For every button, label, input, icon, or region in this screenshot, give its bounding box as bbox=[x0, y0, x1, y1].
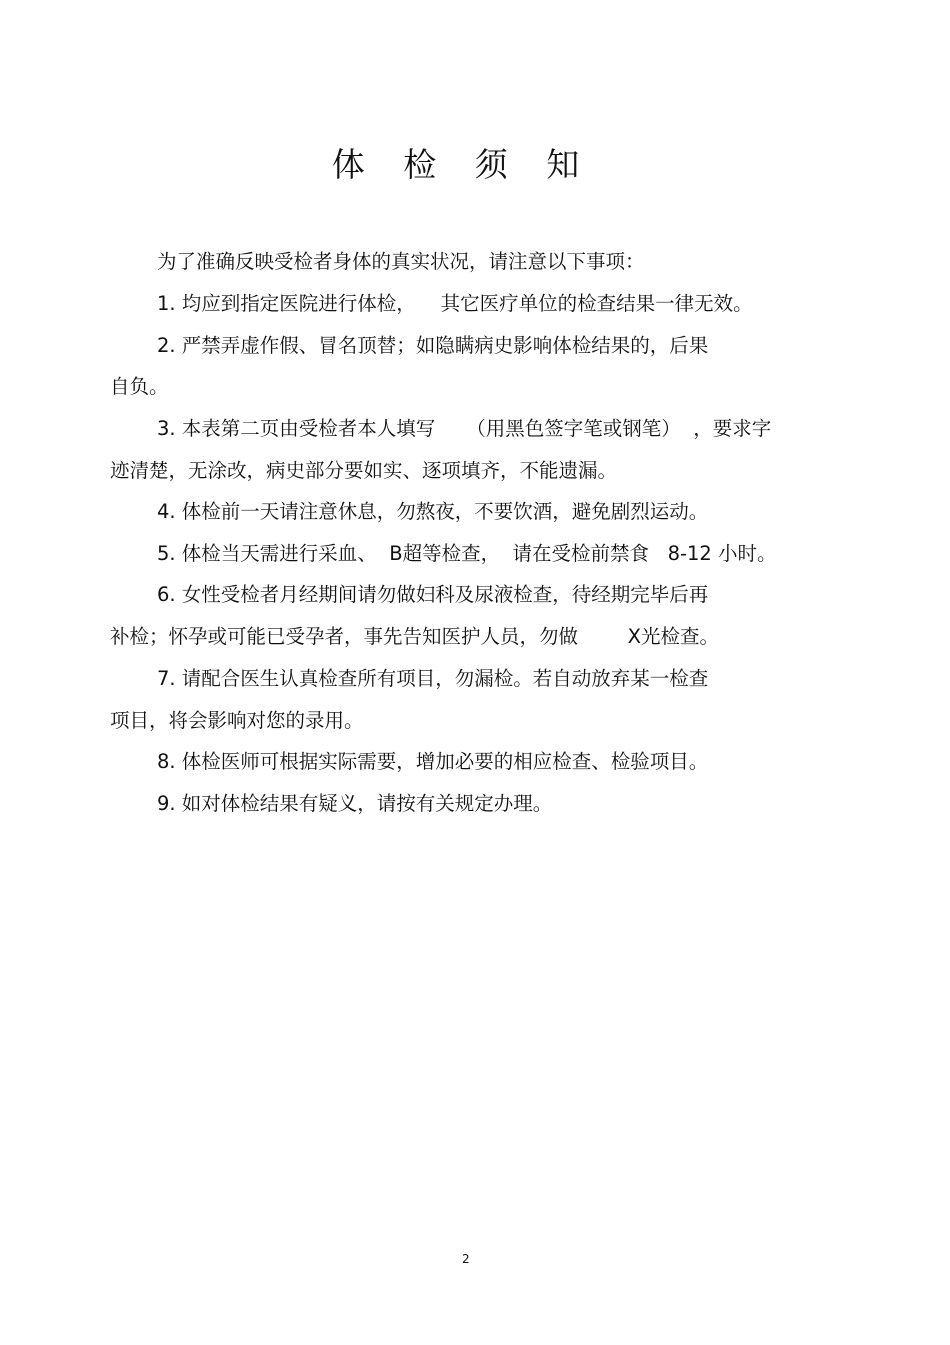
page-title: 体 检 须 知 bbox=[331, 145, 594, 184]
notice-item-5: 5. 体检当天需进行采血、 B超等检查， 请在受检前禁食 8-12 小时。 bbox=[157, 542, 777, 565]
notice-item-4: 4. 体检前一天请注意休息，勿熬夜，不要饮酒，避免剧烈运动。 bbox=[157, 500, 709, 523]
notice-item-7: 7. 请配合医生认真检查所有项目，勿漏检。若自动放弃某一检查 bbox=[157, 667, 709, 690]
notice-item-2-continued: 自负。 bbox=[110, 375, 169, 398]
notice-item-9: 9. 如对体检结果有疑义，请按有关规定办理。 bbox=[157, 792, 553, 815]
notice-item-3-continued: 迹清楚，无涂改，病史部分要如实、逐项填齐，不能遗漏。 bbox=[110, 459, 618, 482]
notice-item-3: 3. 本表第二页由受检者本人填写 （用黑色签字笔或钢笔） ，要求字 bbox=[157, 417, 772, 440]
notice-item-1: 1. 均应到指定医院进行体检， 其它医疗单位的检查结果一律无效。 bbox=[157, 292, 753, 315]
notice-item-8: 8. 体检医师可根据实际需要，增加必要的相应检查、检验项目。 bbox=[157, 750, 709, 773]
notice-item-2: 2. 严禁弄虚作假、冒名顶替；如隐瞒病史影响体检结果的，后果 bbox=[157, 334, 709, 357]
intro-text: 为了准确反映受检者身体的真实状况，请注意以下事项： bbox=[157, 250, 645, 273]
notice-item-6-continued: 补检；怀孕或可能已受孕者，事先告知医护人员，勿做 X光检查。 bbox=[110, 625, 719, 648]
notice-item-7-continued: 项目，将会影响对您的录用。 bbox=[110, 709, 364, 732]
page-number: 2 bbox=[462, 1252, 470, 1266]
notice-item-6: 6. 女性受检者月经期间请勿做妇科及尿液检查，待经期完毕后再 bbox=[157, 583, 709, 606]
